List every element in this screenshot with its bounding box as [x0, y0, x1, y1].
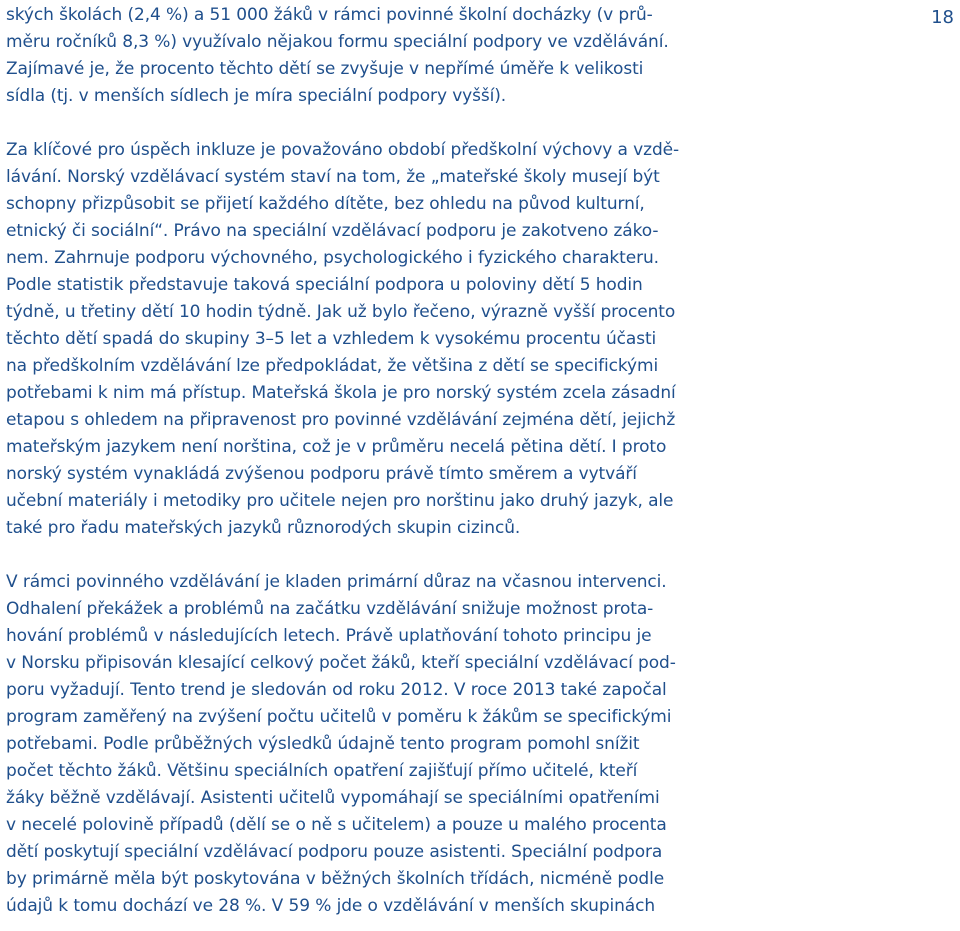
text-line: poru vyžadují. Tento trend je sledován od roku 2012. V roce 2013 také započal: [6, 680, 667, 700]
text-line: týdně, u třetiny dětí 10 hodin týdně. Jak už bylo řečeno, výrazně vyšší procento: [6, 302, 676, 322]
text-line: etnický či sociální“. Právo na speciální vzdělávací podporu je zakotveno záko-: [6, 221, 659, 241]
text-line: údajů k tomu dochází ve 28 %. V 59 % jde o vzdělávání v menších skupinách: [6, 896, 656, 916]
text-line: dětí poskytují speciální vzdělávací podporu pouze asistenti. Speciální podpora: [6, 842, 663, 862]
text-line: mateřským jazykem není norština, což je v průměru necelá pětina dětí. I proto: [6, 437, 667, 457]
text-line: V rámci povinného vzdělávání je kladen primární důraz na včasnou intervenci.: [6, 572, 667, 592]
text-line: Odhalení překážek a problémů na začátku vzdělávání snižuje možnost prota-: [6, 599, 654, 619]
text-line: etapou s ohledem na připravenost pro povinné vzdělávání zejména dětí, jejichž: [6, 410, 676, 430]
paragraph-3: [6, 569, 706, 920]
text-line: lávání. Norský vzdělávací systém staví na tom, že „mateřské školy musejí být: [6, 167, 660, 187]
paragraph-spacer: [6, 542, 706, 569]
text-line: Zajímavé je, že procento těchto dětí se zvyšuje v nepřímé úměře k velikosti: [6, 59, 644, 79]
text-line: potřebami. Podle průběžných výsledků údajně tento program pomohl snížit: [6, 734, 640, 754]
text-line: v Norsku připisován klesající celkový počet žáků, kteří speciální vzdělávací pod-: [6, 653, 676, 673]
text-line: měru ročníků 8,3 %) využívalo nějakou formu speciální podpory ve vzdělávání.: [6, 32, 669, 52]
text-line: Podle statistik představuje taková speciální podpora u poloviny dětí 5 hodin: [6, 275, 643, 295]
text-line: učební materiály i metodiky pro učitele nejen pro norštinu jako druhý jazyk, ale: [6, 491, 674, 511]
text-line: norský systém vynakládá zvýšenou podporu právě tímto směrem a vytváří: [6, 464, 637, 484]
text-line: by primárně měla být poskytována v běžných školních třídách, nicméně podle: [6, 869, 665, 889]
body-text: [6, 2, 706, 920]
paragraph-spacer: [6, 110, 706, 137]
text-line: v necelé polovině případů (dělí se o ně s učitelem) a pouze u malého procenta: [6, 815, 667, 835]
text-line: ských školách (2,4 %) a 51 000 žáků v rámci povinné školní docházky (v prů-: [6, 5, 653, 25]
text-line: nem. Zahrnuje podporu výchovného, psychologického i fyzického charakteru.: [6, 248, 659, 268]
text-line: potřebami k nim má přístup. Mateřská škola je pro norský systém zcela zásadní: [6, 383, 676, 403]
page-number: 18: [931, 7, 954, 28]
text-line: na předškolním vzdělávání lze předpokládat, že většina z dětí se specifickými: [6, 356, 659, 376]
text-line: také pro řadu mateřských jazyků různorodých skupin cizinců.: [6, 518, 521, 538]
text-line: hování problémů v následujících letech. Právě uplatňování tohoto principu je: [6, 626, 652, 646]
paragraph-2: [6, 137, 706, 542]
text-line: žáky běžně vzdělávají. Asistenti učitelů vypomáhají se speciálními opatřeními: [6, 788, 660, 808]
text-line: Za klíčové pro úspěch inkluze je považováno období předškolní výchovy a vzdě-: [6, 140, 680, 160]
text-line: těchto dětí spadá do skupiny 3–5 let a vzhledem k vysokému procentu účasti: [6, 329, 657, 349]
paragraph-1: [6, 2, 706, 110]
text-line: počet těchto žáků. Většinu speciálních opatření zajišťují přímo učitelé, kteří: [6, 761, 638, 781]
text-line: sídla (tj. v menších sídlech je míra speciální podpory vyšší).: [6, 86, 507, 106]
text-line: schopny přizpůsobit se přijetí každého dítěte, bez ohledu na původ kulturní,: [6, 194, 645, 214]
text-line: program zaměřený na zvýšení počtu učitelů v poměru k žákům se specifickými: [6, 707, 672, 727]
